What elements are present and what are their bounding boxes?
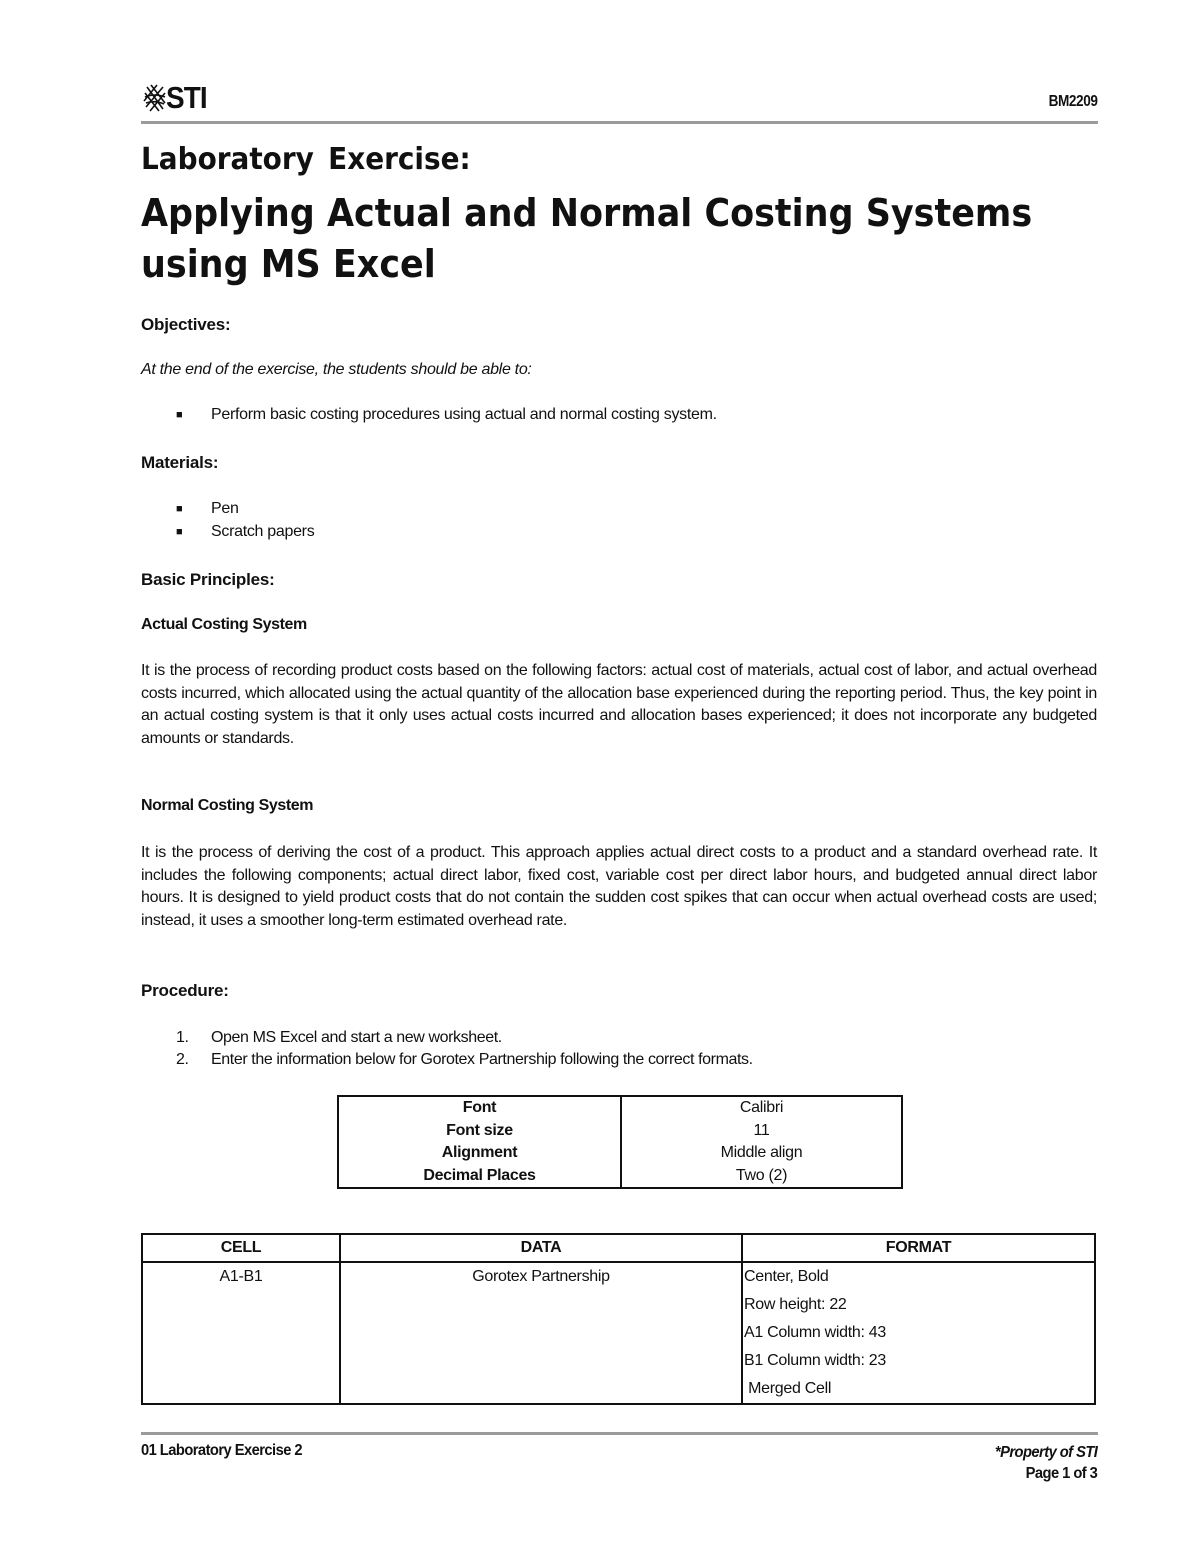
material-item xyxy=(176,521,314,544)
objectives-intro: At the end of the exercise, the students should be able to: xyxy=(141,361,532,378)
format-line: A1 Column width: 43 xyxy=(744,1324,886,1341)
format-values-cell xyxy=(621,1096,902,1188)
column-header-data: DATA xyxy=(340,1234,742,1262)
document-subtitle: Laboratory Exercise: xyxy=(141,142,471,177)
format-line: Center, Bold xyxy=(744,1268,829,1285)
format-line: Merged Cell xyxy=(744,1380,832,1397)
header-rule xyxy=(141,121,1098,124)
materials-heading: Materials: xyxy=(141,453,219,472)
format-key: Alignment xyxy=(441,1144,518,1162)
title-line-1: Applying Actual and Normal Costing Systems xyxy=(141,191,1033,235)
footer-document-name: 01 Laboratory Exercise 2 xyxy=(141,1442,303,1459)
format-table xyxy=(337,1095,903,1189)
cell-format xyxy=(742,1262,1095,1404)
sti-logo xyxy=(143,82,211,114)
document-title xyxy=(141,188,1032,290)
cell-ref: A1-B1 xyxy=(142,1262,340,1404)
format-key: Decimal Places xyxy=(423,1166,536,1184)
format-key: Font xyxy=(462,1099,497,1116)
material-item xyxy=(176,498,239,521)
globe-logo-icon xyxy=(143,83,167,113)
step-number: 1. xyxy=(176,1029,189,1046)
logo-text: STI xyxy=(166,80,207,115)
cell-data-table xyxy=(141,1233,1096,1405)
actual-costing-heading: Actual Costing System xyxy=(141,616,307,633)
property-notice: *Property of STI xyxy=(994,1444,1097,1461)
actual-costing-text: It is the process of recording product costs based on the following factors: actual cost of materials, actual cost of labor, and actual overhead costs incurred, which allocated using the actual quantity of the allocation base experienced during the reporting period. Thus, the key point in an actual costing system is that it only uses actual costs incurred and allocation bases experienced; it does not incorporate any budgeted amounts or standards. xyxy=(141,662,1097,747)
procedure-heading: Procedure: xyxy=(141,981,229,1000)
normal-costing-text: It is the process of deriving the cost of a product. This approach applies actual direct costs to a product and a standard overhead rate. It includes the following components; actual direct labor, fixed cost, variable cost per direct labor hours, and budgeted annual direct labor hours. It is designed to yield product costs that do not contain the sudden cost spikes that can occur when actual overhead costs are used; instead, it uses a smoother long-term estimated overhead rate. xyxy=(141,844,1097,929)
column-header-cell: CELL xyxy=(142,1234,340,1262)
footer-rule xyxy=(141,1432,1098,1435)
format-value: Middle align xyxy=(720,1144,803,1162)
format-value: 11 xyxy=(753,1121,770,1139)
column-header-format: FORMAT xyxy=(742,1234,1095,1262)
procedure-step xyxy=(176,1027,502,1050)
normal-costing-heading: Normal Costing System xyxy=(141,797,314,814)
objectives-heading: Objectives: xyxy=(141,315,231,334)
page-number: Page 1 of 3 xyxy=(1025,1465,1097,1482)
footer-right xyxy=(995,1442,1097,1484)
cell-data: Gorotex Partnership xyxy=(340,1262,742,1404)
material-text: Scratch papers xyxy=(211,523,315,540)
objective-text: Perform basic costing procedures using actual and normal costing system. xyxy=(211,406,717,423)
bullet-square-icon: ■ xyxy=(176,503,183,515)
format-keys-cell xyxy=(338,1096,621,1188)
format-value: Calibri xyxy=(739,1099,784,1116)
procedure-step xyxy=(176,1049,753,1072)
format-line: B1 Column width: 23 xyxy=(744,1352,886,1369)
table-row xyxy=(142,1262,1095,1404)
material-text: Pen xyxy=(211,500,239,517)
table-header-row xyxy=(142,1234,1095,1262)
format-value: Two (2) xyxy=(735,1166,788,1184)
bullet-square-icon: ■ xyxy=(176,409,183,421)
format-key: Font size xyxy=(446,1121,513,1139)
step-number: 2. xyxy=(176,1051,189,1068)
format-line: Row height: 22 xyxy=(744,1296,847,1313)
step-text: Open MS Excel and start a new worksheet. xyxy=(211,1029,502,1046)
title-line-2: using MS Excel xyxy=(141,242,436,286)
objective-item xyxy=(176,404,717,427)
course-code: BM2209 xyxy=(1048,93,1097,110)
basic-principles-heading: Basic Principles: xyxy=(141,570,275,589)
bullet-square-icon: ■ xyxy=(176,526,183,538)
step-text: Enter the information below for Gorotex Partnership following the correct formats. xyxy=(211,1051,753,1068)
